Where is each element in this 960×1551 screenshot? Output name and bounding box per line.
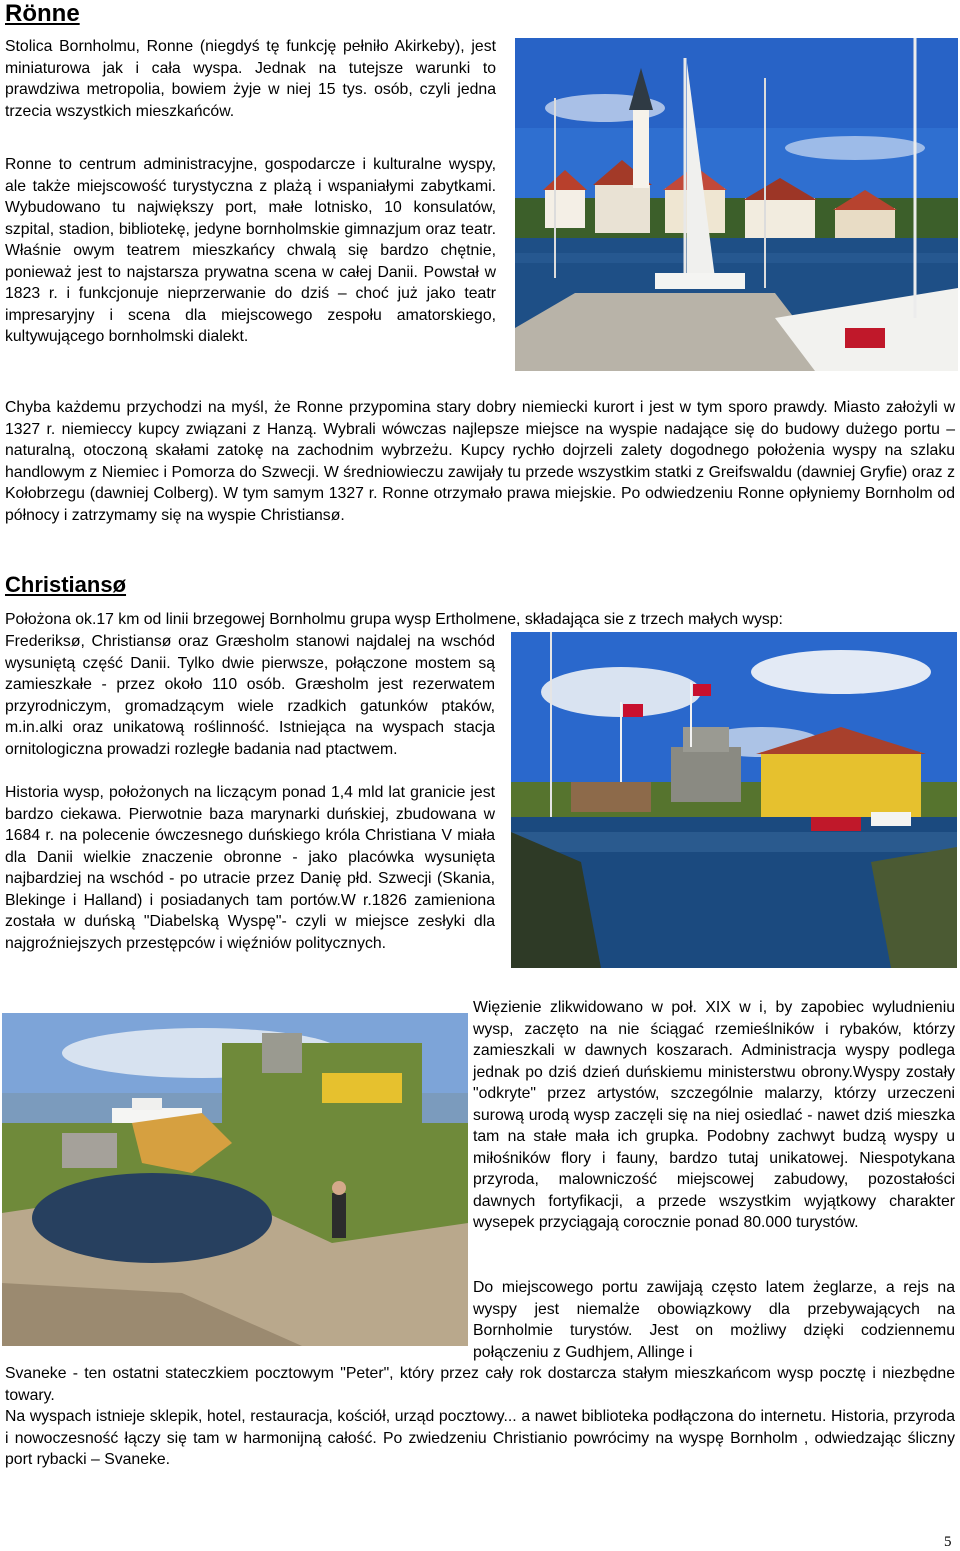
paragraph: Do miejscowego portu zawijają często latem żeglarze, a rejs na wyspy jest niemalże obowiązkowy dla przebywających na Bornholmie turystów. Jest on możliwy dzięki codziennemu połączeniu z Gudhjem, Allinge i xyxy=(473,1279,955,1361)
section-title-christianso: Christiansø xyxy=(5,572,127,597)
paragraph: Historia wysp, położonych na liczącym ponad 1,4 mld lat granicie jest bardzo ciekawa. Pierwotnie baza marynarki duńskiej, zbudowana w 1684 r. na polecenie ówczesnego duńskiego króla Christiana V miała dla Danii wielkie znaczenie obronne - jako placówka wysunięta najbardziej na wschód - po utracie przez Danię płd. Szwecji (Skania, Blekinge i Halland) i posiadanych tam portów.W r.1826 zamieniona została w duńską "Diabelską Wyspę"- czyli w miejsce zesłyki dla najgroźniejszych przestępców i więźniów politycznych. xyxy=(5,784,495,952)
paragraph: Położona ok.17 km od linii brzegowej Bornholmu grupa wysp Ertholmene, składająca sie z trzech małych wysp: xyxy=(5,611,783,628)
paragraph: Chyba każdemu przychodzi na myśl, że Ronne przypomina stary dobry niemiecki kurort i jest w tym sporo prawdy. Miasto założyli w 1327 r. niemieccy kupcy związani z Hanzą. Wybrali wówczas najlepsze miejsce na wyspie nadające się do budowy dużego portu – naturalną, otoczoną skałami zatokę na zachodnim wybrzeżu. Kupcy rychło dojrzeli zalety dogodnego położenia wyspy na szlaku handlowym z Niemiec i Pomorza do Szwecji. W średniowieczu zawijały tu przede wszystkim statki z Greifswaldu (dawniej Gryfie) oraz z Kołobrzegu (dawniej Colberg). W tym samym 1327 r. Ronne otrzymało prawa miejskie. Po odwiedzeniu Ronne opłyniemy Bornholm od północy i zatrzymamy się na wyspie Christiansø. xyxy=(5,399,955,524)
section-title-ronne: Rönne xyxy=(5,0,80,27)
paragraph: Więzienie zlikwidowano w poł. XIX w i, by zapobiec wyludnieniu wysp, zaczęto na nie ściągać rzemieślników i rybaków, którzy zamieszkali w dawnych koszarach. Administracja wyspy podlega jednak po dziś dzień duńskiemu ministerstwu obrony.Wyspy zostały "odkryte" przez artystów, szczególnie malarzy, którzy urzeczeni surową urodą wysp zaczęli się na niej osiedlać - nawet dziś mieszka tam na stałe mała ich grupka. Podobny zachwyt budzą wyspy u miłośników flory i fauny, bardzo tutaj unikatowej. Niespotykana przyroda, malowniczość miejscowej zabudowy, pozostałości dawnych fortyfikacji, a przede wszystkim wyjątkowy charakter wysepek przyciągają corocznie ponad 80.000 turystów. xyxy=(473,999,955,1231)
paragraph: Ronne to centrum administracyjne, gospodarcze i kulturalne wyspy, ale także miejscowość turystyczna z plażą i wspaniałymi zabytkami. Wybudowano tu największy port, małe lotnisko, 10 konsulatów, szpital, stadion, bibliotekę, jedyne bornholmskie gimnazjum oraz teatr. Właśnie owym teatrem mieszkańcy chwalą się bardzo chętnie, ponieważ jest to najstarsza prywatna scena w całej Danii. Powstał w 1823 r. i funkcjonuje nieprzerwanie do dziś – choć już jako teatr impresaryjny i scena dla miejscowego zespołu amatorskiego, kultywującego bornholmski dialekt. xyxy=(5,156,496,345)
paragraph: Na wyspach istnieje sklepik, hotel, restauracja, kościół, urząd pocztowy... a nawet biblioteka podłączona do internetu. Historia, przyroda i nowoczesność łączy się tam w harmonijną całość. Po zwiedzeniu Christianio powrócimy na wyspę Bornholm , odwiedzając śliczny port rybacki – Svaneke. xyxy=(5,1408,955,1468)
paragraph: Svaneke - ten ostatni stateczkiem pocztowym "Peter", który przez cały rok dostarcza stałym mieszkańcom wysp pocztę i niezbędne towary. xyxy=(5,1365,955,1404)
photo-christianso-harbour xyxy=(511,632,957,968)
paragraph: Frederiksø, Christiansø oraz Græsholm stanowi najdalej na wschód wysuniętą część Danii. Tylko dwie pierwsze, połączone mostem są zamieszkałe - przez około 110 osób. Græsholm jest rezerwatem przyrodniczym, gromadzącym wiele rzadkich gatunków ptaków, m.in.alki oraz unikatową roślinność. Istniejąca na wyspach stacja ornitologiczna prowadzi rozległe badania nad ptactwem. xyxy=(5,633,495,758)
photo-ronne-harbour xyxy=(515,38,958,371)
photo-christianso-landscape xyxy=(2,1013,468,1346)
page-number: 5 xyxy=(944,1534,952,1550)
paragraph: Stolica Bornholmu, Ronne (niegdyś tę funkcję pełniło Akirkeby), jest miniaturowa jak i cała wyspa. Jednak na tutejsze warunki to prawdziwa metropolia, bowiem żyje w niej 15 tys. osób, czyli jedna trzecia wszystkich mieszkańców. xyxy=(5,38,496,120)
